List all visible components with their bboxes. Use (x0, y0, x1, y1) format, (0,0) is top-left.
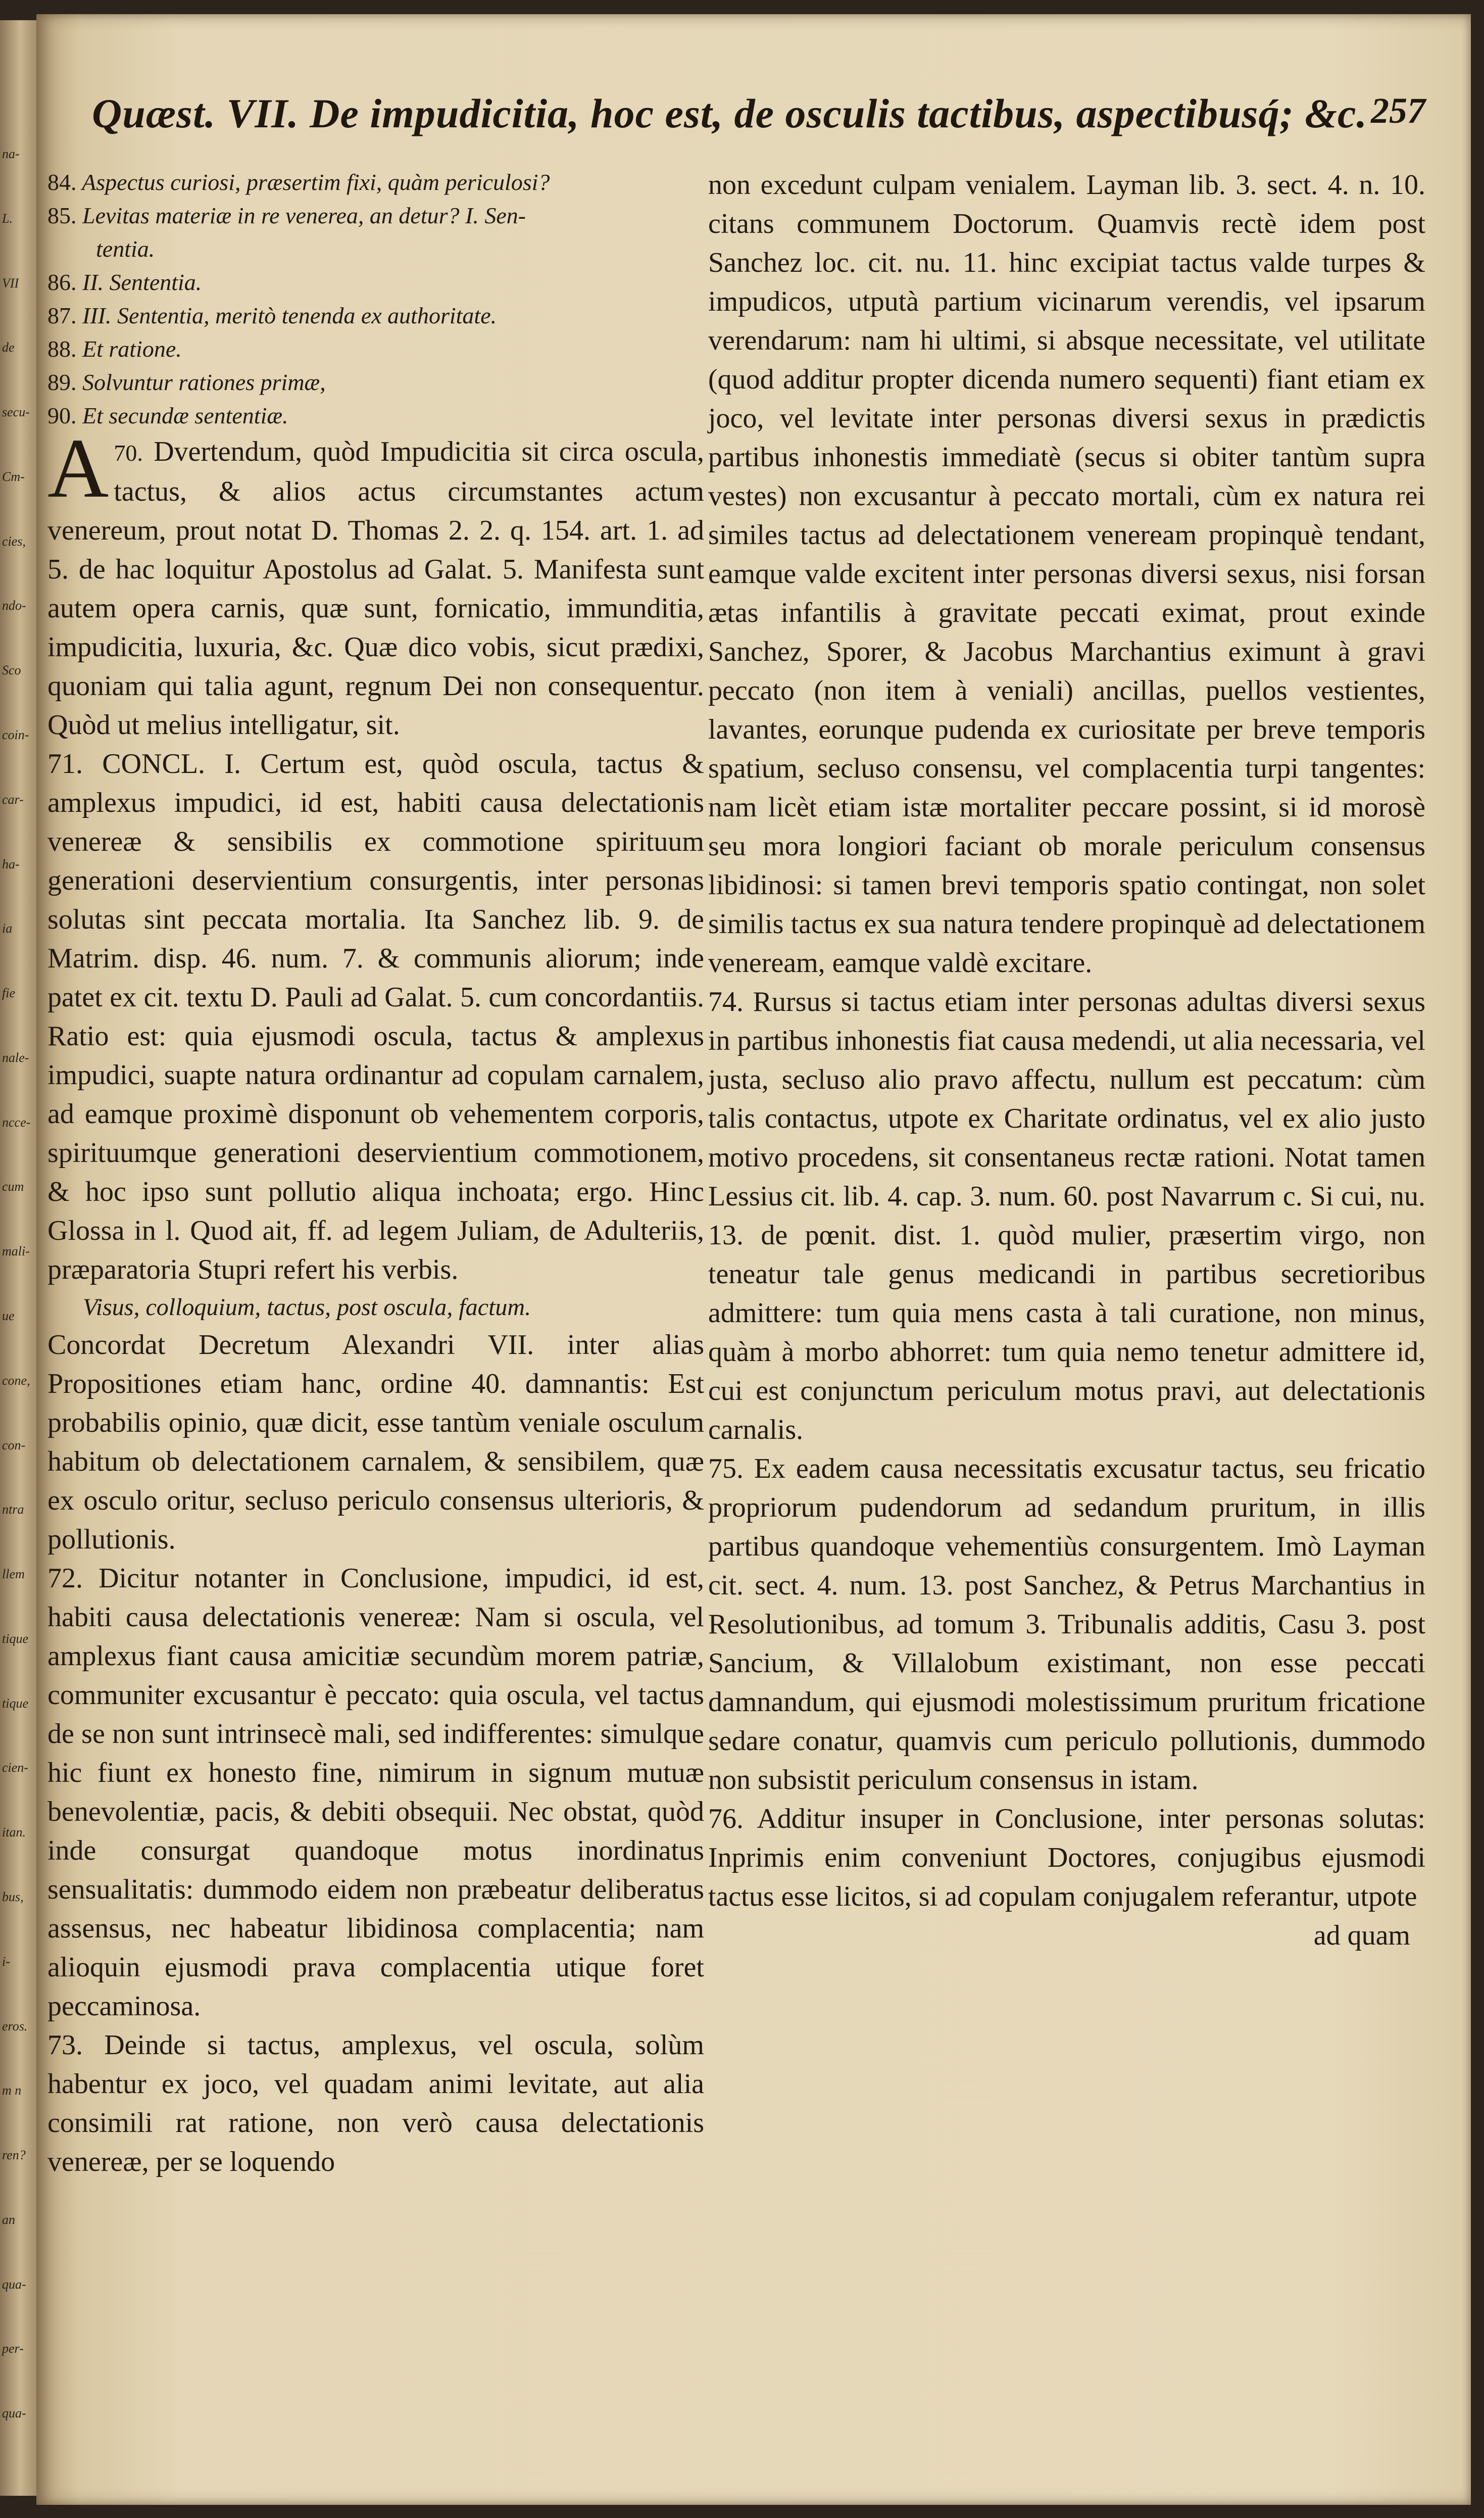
paragraph-75: 75. Ex eadem causa necessitatis excusatur tactus, seu fricatio propriorum pudendorum ad sedandum pruritum, in illis partibus quandoque vehementiùs consurgentem. Imò Layman cit. sect. 4. num. 13. post Sanchez, & Petrus Marchantius in Resolutionibus, ad tomum 3. Tribunalis additis, Casu 3. post Sancium, & Villalobum existimant, non esse peccati damnandum, qui ejusmodi molestissimum pruritum fricatione sedare conatur, quamvis cum periculo pollutionis, dummodo non subsistit periculum consensus in istam. (708, 1453, 1425, 1796)
paragraph-71-continued: Concordat Decretum Alexandri VII. inter alias Propositiones etiam hanc, ordine 40. damnantis: Est probabilis opinio, quæ dicit, esse tantùm veniale osculum habitum ob delectationem carnalem, & sensibilem, quæ ex osculo oritur, secluso periculo consensus ulterioris, & pollutionis. (47, 1329, 704, 1555)
previous-page-fragment: secu- (2, 405, 30, 420)
previous-page-fragment: Sco (2, 663, 21, 678)
previous-page-fragment: eros. (2, 2018, 28, 2033)
previous-page-fragment: Cm- (2, 469, 25, 484)
previous-page-fragment: fie (2, 986, 15, 1001)
previous-page-fragment: nale- (2, 1050, 29, 1065)
paragraph-73: 73. Deinde si tactus, amplexus, vel oscula, solùm habentur ex joco, vel quadam animi levitate, aut alia consimili rat ratione, non verò causa delectationis venereæ, per se loquendo (47, 2029, 704, 2177)
previous-page-fragment: L. (2, 211, 13, 226)
previous-page-fragment: de (2, 340, 15, 355)
paragraph-74: 74. Rursus si tactus etiam inter personas adultas diversi sexus in partibus inhonestis fiat causa medendi, ut alia necessaria, vel justa, secluso alio pravo affectu, nullum est peccatum: cùm talis contactus, utpote ex Charitate ordinatus, vel ex alio justo motivo procedens, sit consentaneus rectæ rationi. Notat tamen Lessius cit. lib. 4. cap. 3. num. 60. post Navarrum c. Si cui, nu. 13. de pœnit. dist. 1. quòd mulier, præsertim virgo, non teneatur tale genus medicandi in partibus secretioribus admittere: tum quia mens casta à tali curatione, non minus, quàm à morbo abhorret: tum quia nemo tenetur admittere id, cui est conjunctum periculum motus pravi, aut delectationis carnalis. (708, 986, 1425, 1445)
paragraph-71: 71. CONCL. I. Certum est, quòd oscula, tactus & amplexus impudici, id est, habiti causa delectationis venereæ & sensibilis ex commotione spirituum generationi deservientium consurgentis, inter personas solutas sint peccata mortalia. Ita Sanchez lib. 9. de Matrim. disp. 46. num. 7. & communis aliorum; inde patet ex cit. textu D. Pauli ad Galat. 5. cum concordantiis. Ratio est: quia ejusmodi oscula, tactus & amplexus impudici, suapte natura ordinantur ad copulam carnalem, ad eamque proximè disponunt ob vehementem corporis, spirituumque generationi deservientium commotionem, & hoc ipso sunt pollutio aliqua inchoata; ergo. Hinc Glossa in l. Quod ait, ff. ad legem Juliam, de Adulteriis, præparatoria Stupri refert his verbis. (47, 748, 704, 1285)
paragraph-76: 76. Additur insuper in Conclusione, inter personas solutas: Inprimis enim conveniunt Doctores, conjugibus ejusmodi tactus esse licitos, si ad copulam conjugalem referantur, utpote (708, 1803, 1425, 1912)
previous-page-fragment: bus, (2, 1890, 24, 1904)
previous-page-fragment: ncce- (2, 1115, 31, 1130)
previous-page-fragment: qua- (2, 2406, 26, 2421)
previous-page-fragment: VII (2, 275, 19, 290)
summary-item: tentia. (96, 236, 155, 262)
summary-item: 85. Levitas materiæ in re venerea, an detur? I. Sen- (47, 203, 526, 228)
previous-page-fragment: m n (2, 2083, 22, 2098)
paragraph-73-continued: non excedunt culpam venialem. Layman lib. 3. sect. 4. n. 10. citans communem Doctorum. Quamvis rectè idem post Sanchez loc. cit. nu. 11. hinc excipiat tactus valde turpes & impudicos, utputà partium vicinarum verendis, vel ipsarum verendarum: nam hi ultimi, si absque necessitate, vel utilitate (quod additur propter dicenda numero sequenti) fiant etiam ex joco, vel levitate inter personas diversi sexus in prædictis partibus inhonestis immediatè (secus si obiter tantùm supra vestes) non excusantur à peccato mortali, cùm ex natura rei similes tactus ad delectationem veneream propinquè tendant, eamque valde excitent inter personas diversi sexus, nisi forsan ætas infantilis à gravitate peccati eximat, prout exinde Sanchez, Sporer, & Jacobus Marchantius eximunt à gravi peccato (non item à veniali) ancillas, puellos vestientes, lavantes, eorunque pudenda ex curiositate per breve temporis spatium, secluso consensu, vel complacentia turpi tangentes: nam licèt etiam istæ mortaliter peccare possint, si id morosè seu mora longiori faciant ob morale periculum consensus libidinosi: si tamen brevi temporis spatio contingat, non solet similis tactus ex sua natura tendere propinquè ad delectationem veneream, eamque valdè excitare. (708, 169, 1425, 979)
page-number: 257 (1371, 90, 1425, 131)
drop-capital: A (47, 421, 109, 515)
previous-page-fragment: i- (2, 1954, 10, 1969)
previous-page-fragment: an (2, 2212, 15, 2227)
previous-page-fragment: cies, (2, 534, 26, 549)
summary-item: 86. II. Sententia. (47, 269, 202, 295)
previous-page-fragment: qua- (2, 2277, 26, 2292)
previous-page-fragment: coin- (2, 728, 29, 742)
summary-item: 90. Et secundæ sententiæ. (47, 403, 288, 428)
previous-page-fragment: cone, (2, 1373, 30, 1388)
catchword: ad quam (1313, 1920, 1410, 1951)
verse-quotation: Visus, colloquium, tactus, post oscula, factum. (83, 1294, 531, 1321)
right-column (708, 166, 1425, 1955)
paragraph-72: 72. Dicitur notanter in Conclusione, impudici, id est, habiti causa delectationis venereæ: Nam si oscula, vel amplexus fiant causa amicitiæ secundùm morem patriæ, communiter excusantur è peccato: quia oscula, vel tactus de se non sunt intrinsecè mali, sed indifferentes: simulque hic fiunt ex honesto fine, nimirum in signum mutuæ benevolentiæ, pacis, & debiti obsequii. Nec obstat, quòd inde consurgat quandoque motus inordinatus sensualitatis: dummodo eidem non præbeatur deliberatus assensus, nec habeatur libidinosa complacentia; nam alioquin ejusmodi prava complacentia utique foret peccaminosa. (47, 1563, 705, 2022)
previous-page-fragment: itan. (2, 1825, 26, 1840)
chapter-summary (47, 166, 704, 432)
summary-item: 87. III. Sententia, meritò tenenda ex authoritate. (47, 303, 497, 328)
previous-page-fragment: car- (2, 792, 24, 807)
previous-page-fragment: per- (2, 2341, 24, 2356)
paragraph-70: 70. A Dvertendum, quòd Impudicitia sit circa oscula, tactus, & alios actus circumstantes actum venereum, prout notat D. Thomas 2. 2. q. 154. art. 1. ad 5. de hac loquitur Apostolus ad Galat. 5. Manifesta sunt autem opera carnis, quæ sunt, fornicatio, immunditia, impudicitia, luxuria, &c. Quæ dico vobis, sicut prædixi, quoniam qui talia agunt, regnum Dei non consequentur. Quòd ut melius intelligatur, sit. (47, 421, 704, 741)
previous-page-fragment: ndo- (2, 598, 26, 613)
previous-page-edge (0, 20, 36, 2496)
book-page (36, 14, 1471, 2505)
previous-page-fragment: cien- (2, 1760, 28, 1775)
previous-page-fragment: con- (2, 1437, 26, 1452)
previous-page-fragment: cum (2, 1179, 24, 1194)
previous-page-fragment: tique (2, 1696, 28, 1711)
previous-page-fragment: ia (2, 921, 13, 936)
previous-page-fragment: ha- (2, 856, 20, 871)
previous-page-fragment: llem (2, 1567, 25, 1582)
previous-page-fragment: ren? (2, 2148, 26, 2163)
summary-item: 89. Solvuntur rationes primæ, (47, 369, 326, 395)
left-column (47, 166, 704, 2182)
summary-item: 84. Aspectus curiosi, præsertim fixi, quàm periculosi? (47, 169, 550, 195)
running-title: Quæst. VII. De impudicitia, hoc est, de osculis tactibus, aspectibusq́; &c. (92, 90, 1367, 136)
page-header (92, 90, 1425, 151)
previous-page-fragment: ntra (2, 1502, 24, 1517)
summary-item: 88. Et ratione. (47, 336, 182, 362)
previous-page-fragment: na- (2, 147, 20, 161)
previous-page-fragment: mali- (2, 1244, 30, 1259)
previous-page-fragment: ue (2, 1309, 15, 1323)
previous-page-fragment: tique (2, 1631, 28, 1646)
